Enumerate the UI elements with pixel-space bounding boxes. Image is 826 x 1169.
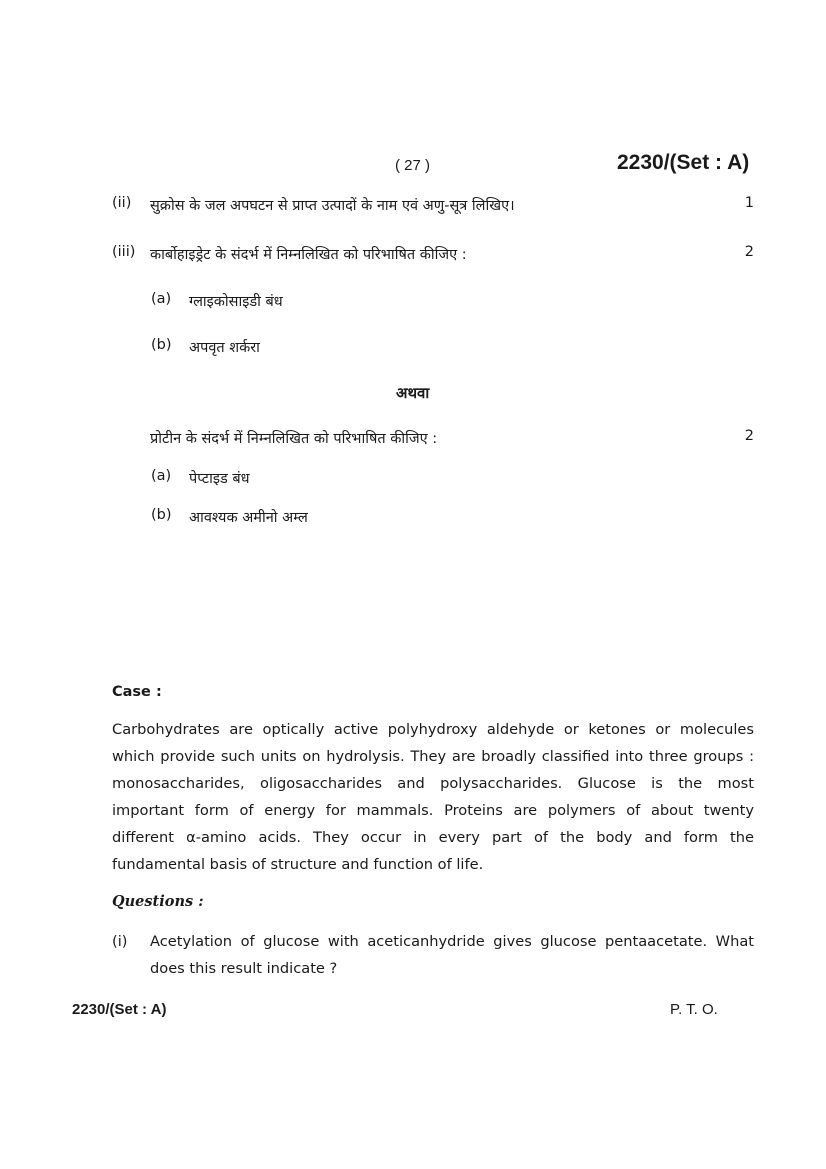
sub-part-label: (a) <box>151 468 172 484</box>
question-number: (i) <box>112 933 128 950</box>
sub-part <box>151 507 308 527</box>
sub-part-text: अपवृत शर्करा <box>189 340 260 356</box>
question-marks: 1 <box>744 195 754 211</box>
case-heading: Case : <box>112 684 162 700</box>
question-number: (iii) <box>112 244 136 260</box>
sub-part-text: आवश्यक अमीनो अम्ल <box>189 510 308 526</box>
sub-part-label: (a) <box>151 291 172 307</box>
sub-part <box>151 468 250 488</box>
question-number: (ii) <box>112 195 132 211</box>
question-i <box>112 928 754 982</box>
paper-code-footer: 2230/(Set : A) <box>72 1001 167 1018</box>
sub-part-text: ग्लाइकोसाइडी बंध <box>189 294 283 310</box>
paper-code-header: 2230/(Set : A) <box>617 151 750 174</box>
sub-part-text: पेप्टाइड बंध <box>189 471 250 487</box>
question-text: कार्बोहाइड्रेट के संदर्भ में निम्नलिखित को परिभाषित कीजिए : <box>150 247 467 263</box>
sub-part-label: (b) <box>151 507 172 523</box>
question-iii <box>112 244 754 264</box>
question-text: प्रोटीन के संदर्भ में निम्नलिखित को परिभाषित कीजिए : <box>150 431 438 447</box>
questions-heading: Questions : <box>112 893 204 910</box>
sub-part <box>151 337 260 357</box>
sub-part-label: (b) <box>151 337 172 353</box>
question-or <box>150 428 754 448</box>
sub-part <box>151 291 283 311</box>
or-divider: अथवा <box>396 384 430 402</box>
case-paragraph: Carbohydrates are optically active polyhydroxy aldehyde or ketones or molecules which provide such units on hydrolysis. They are broadly classified into three groups : monosaccharides, oligosaccharides and polysaccharides. Glucose is the most important form of energy for mammals. Proteins are polymers of about twenty different α-amino acids. They occur in every part of the body and form the fundamental basis of structure and function of life. <box>112 721 754 873</box>
question-text: Acetylation of glucose with aceticanhydride gives glucose pentaacetate. What does this result indicate ? <box>150 933 754 977</box>
page-number: ( 27 ) <box>395 157 431 174</box>
question-marks: 2 <box>744 244 754 260</box>
pto-label: P. T. O. <box>670 1001 718 1018</box>
question-text: सुक्रोस के जल अपघटन से प्राप्त उत्पादों के नाम एवं अणु-सूत्र लिखिए। <box>150 198 515 214</box>
question-ii <box>112 195 754 215</box>
question-marks: 2 <box>744 428 754 444</box>
